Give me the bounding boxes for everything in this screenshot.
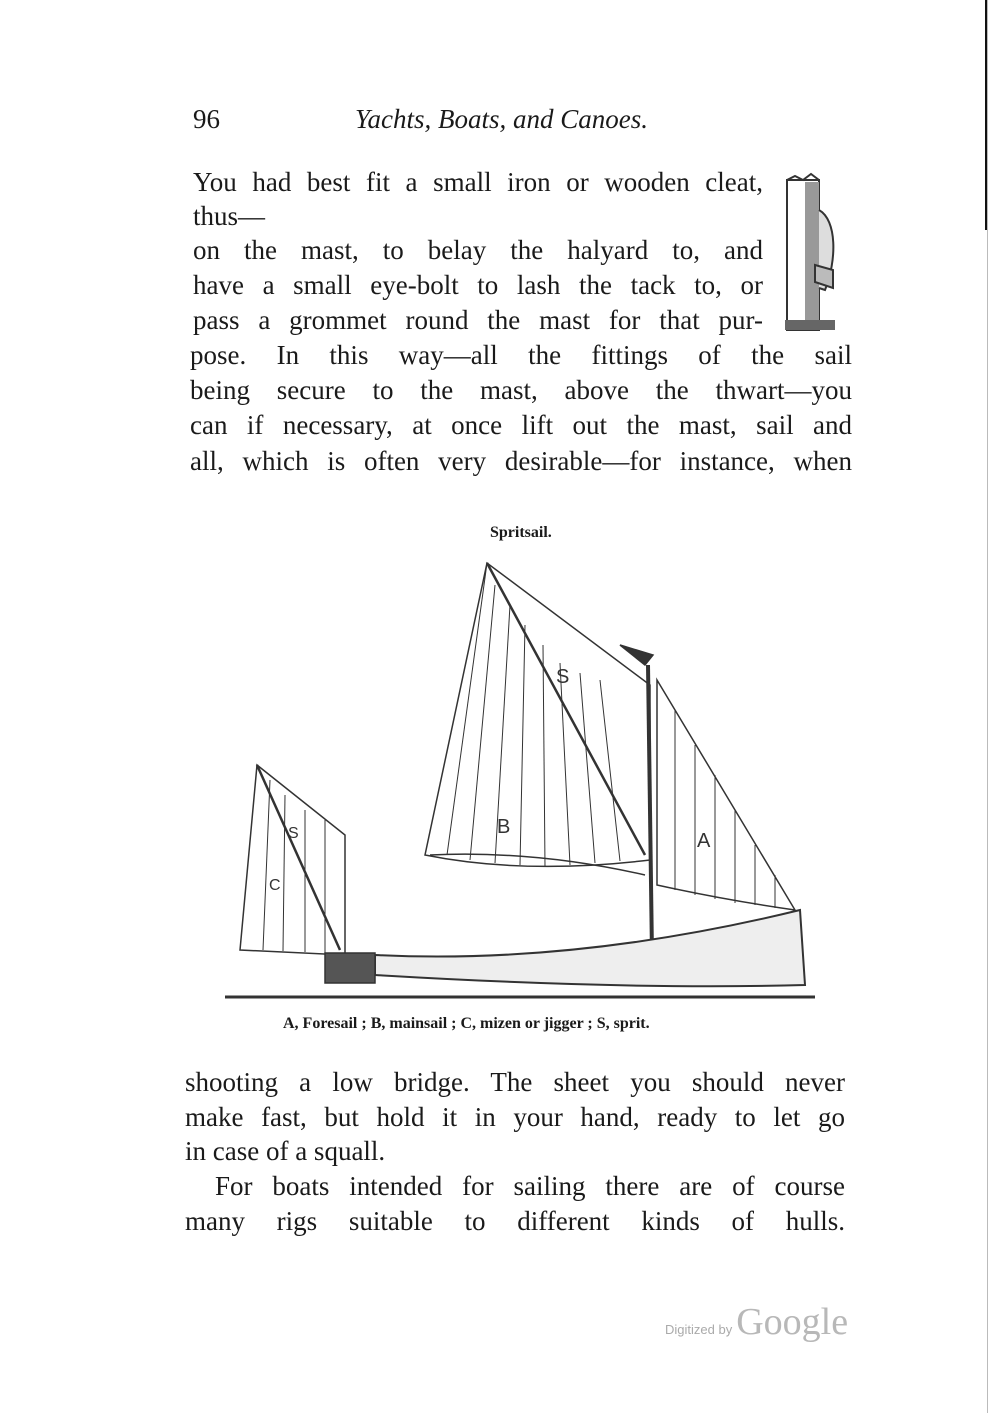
text-line: on the mast, to belay the halyard to, and — [193, 235, 763, 265]
label-a: A — [697, 830, 711, 852]
label-s-main: S — [556, 666, 570, 688]
figure-caption: A, Foresail ; B, mainsail ; C, mizen or jigger ; S, sprit. — [283, 1015, 650, 1032]
text-line: pass a grommet round the mast for that pur- — [193, 305, 763, 335]
text-line: have a small eye-bolt to lash the tack to, or — [193, 270, 763, 300]
text-line: make fast, but hold it in your hand, ready to let go — [185, 1102, 845, 1132]
text-line: can if necessary, at once lift out the mast, sail and — [190, 410, 852, 440]
running-title: Yachts, Boats, and Canoes. — [355, 104, 649, 134]
text-line: You had best fit a small iron or wooden cleat, — [193, 167, 763, 197]
text-line: all, which is often very desirable—for instance, when — [190, 446, 852, 476]
text-line: pose. In this way—all the fittings of the sail — [190, 340, 852, 370]
text-line: in case of a squall. — [185, 1136, 386, 1166]
spritsail-illustration — [225, 555, 815, 1005]
watermark-prefix: Digitized by — [665, 1322, 733, 1337]
label-s-mizen: S — [288, 825, 299, 842]
page-number: 96 — [193, 104, 220, 134]
label-c: C — [269, 877, 281, 894]
google-logo: Google — [736, 1301, 849, 1343]
label-b: B — [497, 816, 511, 838]
text-line: being secure to the mast, above the thwart—you — [190, 375, 852, 405]
figure-title: Spritsail. — [490, 524, 552, 541]
digitized-watermark — [665, 1300, 848, 1344]
text-line: shooting a low bridge. The sheet you should never — [185, 1067, 845, 1097]
text-line: thus— — [193, 201, 266, 231]
text-line: many rigs suitable to different kinds of hulls. — [185, 1206, 845, 1236]
cleat-illustration — [775, 170, 855, 335]
text-line: For boats intended for sailing there are of course — [215, 1171, 845, 1201]
